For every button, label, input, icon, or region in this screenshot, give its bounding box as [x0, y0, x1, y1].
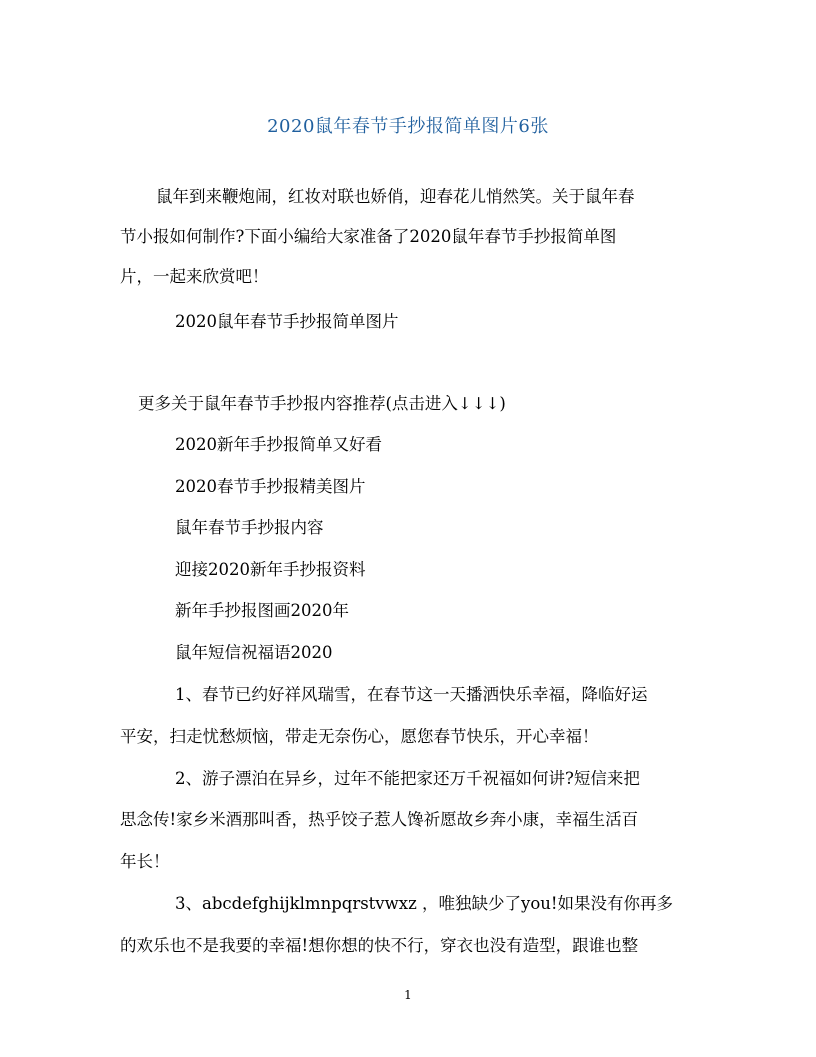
more-heading: 更多关于鼠年春节手抄报内容推荐(点击进入↓↓↓) [138, 394, 506, 413]
recommend-link[interactable]: 鼠年春节手抄报内容 [175, 518, 324, 537]
intro-line: 片，一起来欣赏吧！ [120, 267, 269, 286]
blessing-line: 1、春节已约好祥风瑞雪，在春节这一天播洒快乐幸福，降临好运 [175, 685, 648, 704]
blessing-line: 的欢乐也不是我要的幸福!想你想的快不行，穿衣也没有造型，跟谁也整 [120, 936, 639, 955]
intro-line: 鼠年到来鞭炮闹，红妆对联也娇俏，迎春花儿悄然笑。关于鼠年春 [156, 187, 635, 206]
recommend-link[interactable]: 新年手抄报图画2020年 [175, 601, 349, 620]
recommend-link[interactable]: 2020新年手抄报简单又好看 [175, 435, 382, 454]
recommend-link[interactable]: 迎接2020新年手抄报资料 [175, 560, 366, 579]
blessing-line: 年长！ [120, 852, 170, 871]
image-caption: 2020鼠年春节手抄报简单图片 [175, 312, 399, 331]
recommend-link[interactable]: 2020春节手抄报精美图片 [175, 477, 366, 496]
blessing-line: 2、游子漂泊在异乡，过年不能把家还万千祝福如何讲?短信来把 [175, 769, 640, 788]
intro-line: 节小报如何制作?下面小编给大家准备了2020鼠年春节手抄报简单图 [120, 227, 617, 246]
blessing-line: 3、abcdefghijklmnpqrstvwxz ，唯独缺少了you!如果没有你再多 [175, 894, 674, 913]
recommend-link[interactable]: 鼠年短信祝福语2020 [175, 643, 333, 662]
page-number: 1 [404, 988, 412, 1002]
blessing-line: 思念传!家乡米酒那叫香，热乎饺子惹人馋祈愿故乡奔小康，幸福生活百 [120, 810, 639, 829]
document-title: 2020鼠年春节手抄报简单图片6张 [267, 116, 549, 137]
blessing-line: 平安，扫走忧愁烦恼，带走无奈伤心，愿您春节快乐，开心幸福！ [120, 727, 599, 746]
